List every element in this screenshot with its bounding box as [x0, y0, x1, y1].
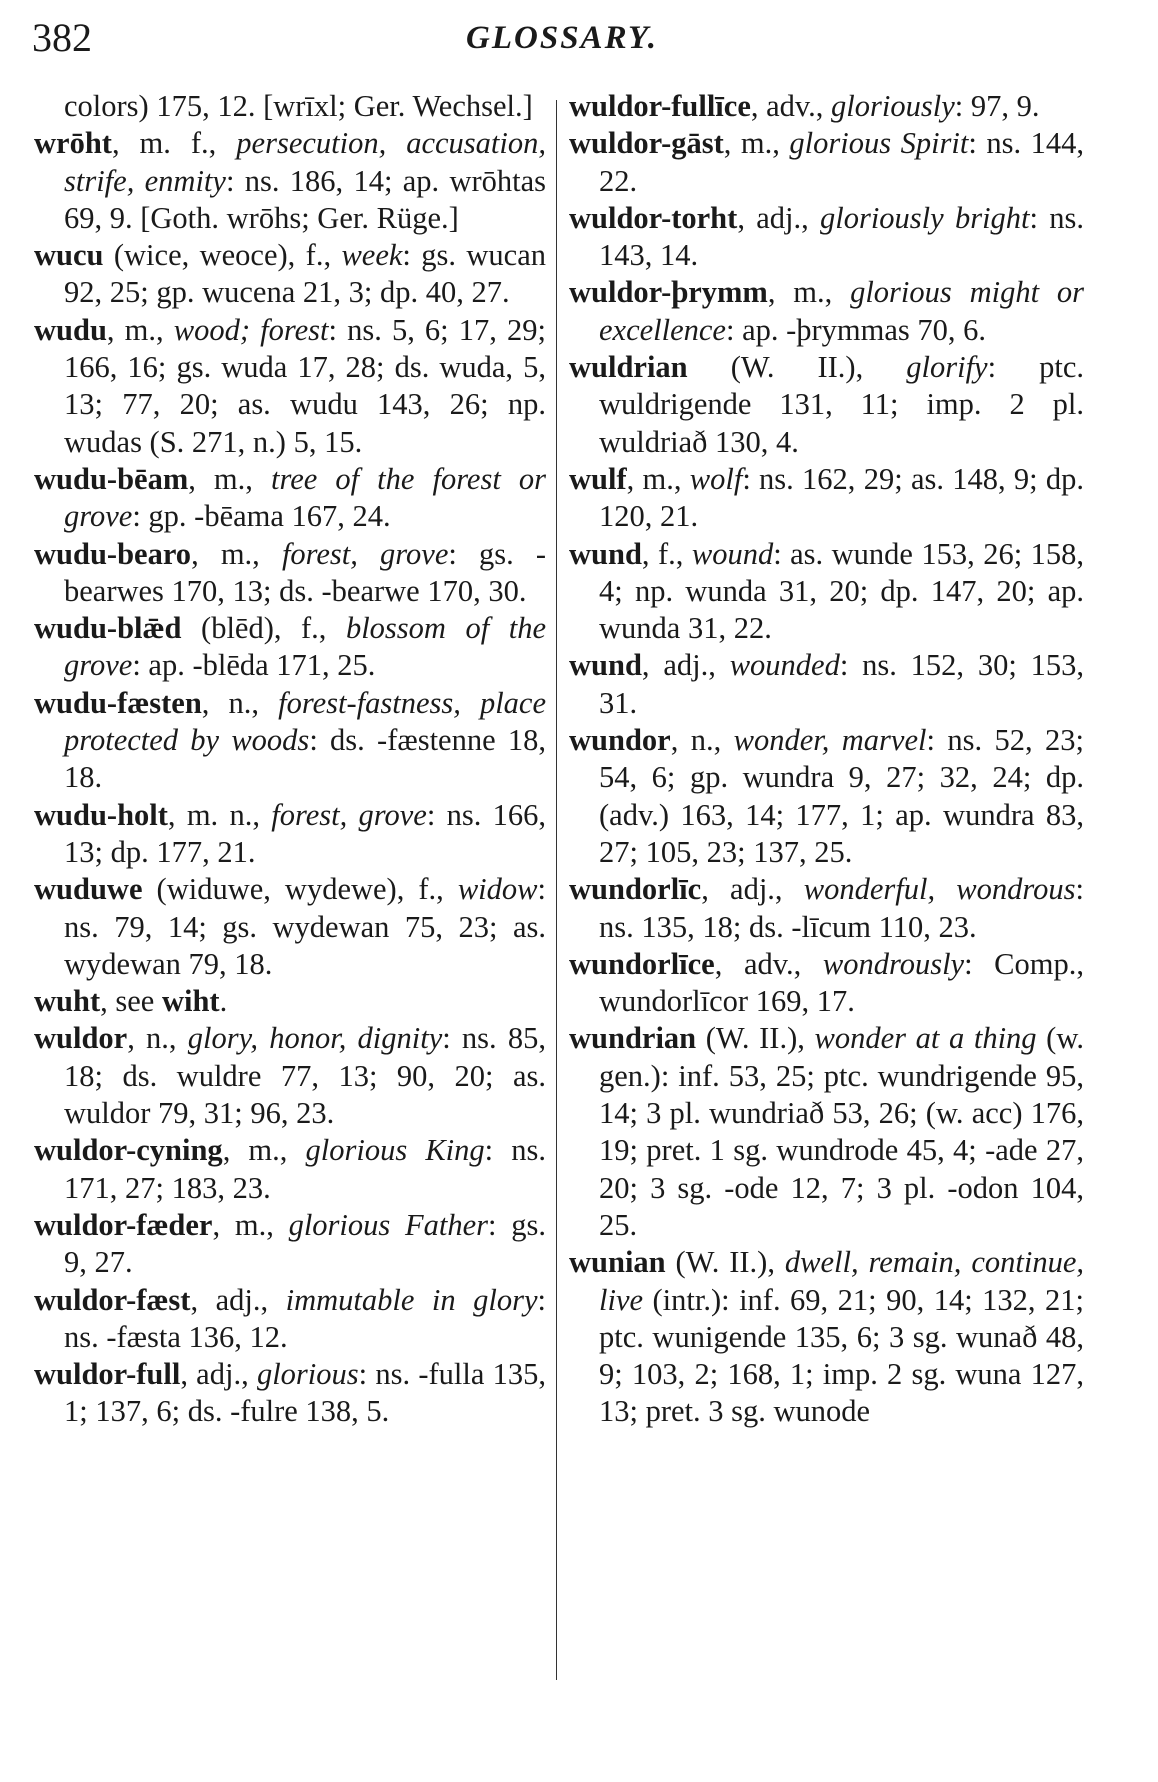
entry-text: , m.,: [212, 1207, 289, 1242]
entry-text: , m.,: [191, 536, 282, 571]
glossary-entry: [34, 1132, 546, 1207]
entry-text: (W. II.),: [687, 350, 907, 385]
definition: gloriously: [831, 89, 955, 123]
headword: wund: [569, 648, 642, 683]
glossary-entry: [34, 125, 546, 237]
glossary-entry: [569, 274, 1084, 349]
entry-text: , adv.,: [714, 946, 823, 981]
definition: wolf: [689, 461, 743, 496]
entry-text: : gs. wucan 92, 25; gp. wucena 21, 3; dp. 40, 27.: [64, 238, 546, 310]
entry-text: , see: [100, 984, 162, 1019]
entry-text: : ns. 5, 6; 17, 29; 166, 16; gs. wuda 17, 28; ds. wuda, 5, 13; 77, 20; as. wudu 143, 26; np. wudas (S. 271, n.) 5, 15.: [64, 312, 546, 459]
glossary-entry: [34, 461, 546, 536]
headword: wuldor-cyning: [34, 1133, 223, 1168]
glossary-entry: [569, 125, 1084, 200]
definition: forest, grove: [271, 797, 427, 832]
glossary-entry: [569, 349, 1084, 461]
definition: persecution, accusation, strife, enmity: [64, 126, 546, 198]
headword: wudu-holt: [34, 797, 168, 832]
entry-text: : ns. -fulla 135, 1; 137, 6; ds. -fulre 138, 5.: [64, 1357, 546, 1429]
definition: widow: [457, 872, 538, 907]
entry-text: : ap. -blēda 171, 25.: [132, 648, 376, 683]
glossary-entry: [34, 797, 546, 872]
entry-text: : ns. 85, 18; ds. wuldre 77, 13; 90, 20; as. wuldor 79, 31; 96, 23.: [64, 1021, 546, 1131]
running-title: GLOSSARY.: [466, 20, 658, 56]
entry-text: , m. f.,: [111, 126, 237, 161]
definition: week: [341, 238, 403, 273]
definition: glorious King: [305, 1133, 485, 1168]
right-column: [569, 88, 1084, 1431]
headword: wudu-bearo: [34, 536, 192, 571]
definition: glorious might or excellence: [599, 275, 1084, 347]
glossary-entry: [569, 722, 1084, 871]
entry-text: , m.,: [767, 275, 851, 310]
entry-text: (wice, weoce), f.,: [103, 238, 342, 273]
entry-text: (w. gen.): inf. 53, 25; ptc. wundrigende 95, 14; 3 pl. wundriað 53, 26; (w. acc) 176, 19; pret. 1 sg. wundrode 45, 4; -ade 27, 20; 3 sg. -ode 12, 7; 3 pl. -odon 104, 25.: [599, 1021, 1084, 1242]
headword: wuldor-fæder: [34, 1207, 213, 1242]
definition: immutable in glory: [285, 1282, 538, 1317]
entry-text: , adj.,: [180, 1357, 257, 1392]
headword: wunian: [569, 1245, 666, 1280]
glossary-entry: [34, 1356, 546, 1431]
entry-text: : ns. 135, 18; ds. -līcum 110, 23.: [599, 872, 1084, 944]
entry-text: : gp. -bēama 167, 24.: [132, 499, 391, 534]
definition: blossom of the grove: [64, 611, 546, 683]
glossary-entry: [34, 536, 546, 611]
definition: wood; forest: [173, 312, 329, 347]
headword: wund: [569, 536, 642, 571]
headword: wucu: [34, 238, 104, 273]
entry-text: : ns. 79, 14; gs. wydewan 75, 23; as. wydewan 79, 18.: [64, 872, 546, 981]
definition: wondrously: [822, 946, 965, 981]
headword: wundor: [569, 723, 671, 758]
entry-text: : ns. 52, 23; 54, 6; gp. wundra 9, 27; 32, 24; dp. (adv.) 163, 14; 177, 1; ap. wundra 83, 27; 105, 23; 137, 25.: [599, 723, 1084, 869]
entry-text: : ptc. wuldrigende 131, 11; imp. 2 pl. wuldriað 130, 4.: [599, 350, 1084, 459]
headword: wuduwe: [34, 872, 143, 907]
definition: wonder at a thing: [814, 1021, 1037, 1056]
definition: wonder, marvel: [733, 723, 927, 758]
glossary-entry: [569, 1244, 1084, 1430]
definition: glorify: [906, 350, 988, 385]
page-header: [32, 14, 1092, 74]
entry-text: colors) 175, 12. [wrīxl; Ger. Wechsel.]: [64, 89, 533, 123]
entry-text: , m.,: [222, 1133, 306, 1168]
entry-text: : ds. -fæstenne 18, 18.: [64, 723, 546, 795]
definition: glory, honor, dignity: [187, 1021, 443, 1056]
headword: wuldor-gāst: [569, 126, 724, 161]
entry-text: : ns. 143, 14.: [599, 200, 1084, 273]
headword: wudu-bēam: [34, 461, 189, 496]
entry-text: , f.,: [641, 536, 692, 571]
headword: wuldor-torht: [569, 200, 738, 235]
entry-text: , m. n.,: [167, 797, 272, 832]
glossary-entry: [569, 1020, 1084, 1244]
headword: wuht: [34, 984, 101, 1019]
headword: wuldor-fullīce: [569, 89, 751, 123]
definition: wonderful, wondrous: [803, 872, 1076, 907]
definition: tree of the forest or grove: [64, 461, 546, 534]
entry-text: , adj.,: [641, 648, 730, 683]
entry-text: : ns. 186, 14; ap. wrōhtas 69, 9. [Goth. wrōhs; Ger. Rüge.]: [64, 163, 547, 235]
headword: wuldor-full: [34, 1357, 181, 1392]
entry-text: : gs. -bearwes 170, 13; ds. -bearwe 170, 30.: [64, 536, 547, 608]
headword: wundorlīc: [569, 872, 702, 907]
entry-text: : ap. -þrymmas 70, 6.: [725, 312, 987, 347]
entry-text: , n.,: [201, 685, 279, 720]
glossary-entry: [569, 647, 1084, 722]
column-divider: [556, 100, 557, 1680]
headword: wuldor-þrymm: [569, 275, 768, 310]
headword: wundorlīce: [569, 946, 715, 981]
entry-text: , adj.,: [190, 1282, 286, 1317]
headword: wudu: [34, 312, 107, 347]
entry-text: , n.,: [670, 723, 734, 758]
headword: wuldrian: [569, 350, 688, 385]
glossary-entry: [34, 1020, 546, 1132]
definition: forest, grove: [281, 536, 449, 571]
definition: dwell, remain, continue, live: [599, 1245, 1084, 1317]
headword: wuldor: [34, 1021, 128, 1056]
definition: wound: [691, 536, 774, 571]
headword: wulf: [569, 461, 627, 496]
entry-text: .: [219, 984, 228, 1019]
entry-text: : ns. -fæsta 136, 12.: [64, 1282, 546, 1354]
definition: wounded: [729, 648, 840, 683]
definition: glorious Father: [288, 1207, 489, 1242]
entry-text: : ns. 152, 30; 153, 31.: [599, 648, 1084, 720]
glossary-entry: [569, 536, 1084, 648]
glossary-entry: [34, 610, 546, 685]
glossary-entry: [569, 871, 1084, 946]
entry-text: , m.,: [106, 312, 174, 347]
entry-text: (blēd), f.,: [181, 611, 346, 646]
glossary-entry-continuation: [34, 88, 546, 125]
definition: glorious: [256, 1357, 359, 1392]
entry-text: , m.,: [626, 461, 690, 496]
entry-text: (widuwe, wydewe), f.,: [142, 872, 458, 907]
glossary-entry: [34, 1282, 546, 1357]
definition: glorious Spirit: [789, 126, 969, 161]
entry-text: : Comp., wundorlīcor 169, 17.: [599, 946, 1084, 1019]
entry-text: : ns. 144, 22.: [599, 126, 1085, 198]
entry-text: , adj.,: [701, 872, 804, 907]
glossary-entry: [34, 1207, 546, 1282]
entry-text: , adv.,: [750, 89, 832, 123]
page-number: 382: [32, 15, 92, 60]
definition: gloriously bright: [819, 200, 1030, 235]
entry-text: : ns. 162, 29; as. 148, 9; dp. 120, 21.: [599, 461, 1084, 534]
glossary-entry: [569, 88, 1084, 125]
glossary-entry: [34, 983, 546, 1020]
entry-text: : ns. 171, 27; 183, 23.: [64, 1133, 546, 1205]
glossary-entry: [569, 946, 1084, 1021]
entry-text: , m.,: [723, 126, 790, 161]
entry-text: , m.,: [188, 461, 271, 496]
glossary-entry: [34, 685, 546, 797]
glossary-entry: [34, 871, 546, 983]
headword: wuldor-fæst: [34, 1282, 191, 1317]
headword: wudu-fæsten: [34, 685, 202, 720]
entry-text: : as. wunde 153, 26; 158, 4; np. wunda 31, 20; dp. 147, 20; ap. wunda 31, 22.: [599, 536, 1084, 646]
glossary-entry: [34, 237, 546, 312]
left-column: [34, 88, 546, 1431]
definition: forest-fastness, place protected by woods: [64, 685, 546, 758]
glossary-entry: [569, 200, 1084, 275]
entry-text: (W. II.),: [696, 1021, 815, 1056]
headword: wiht: [161, 984, 220, 1019]
entry-text: (W. II.),: [665, 1245, 785, 1280]
glossary-entry: [34, 312, 546, 461]
headword: wudu-blǣd: [34, 611, 182, 646]
headword: wrōht: [34, 126, 112, 161]
entry-text: : ns. 166, 13; dp. 177, 21.: [64, 797, 547, 869]
entry-text: , n.,: [127, 1021, 188, 1056]
entry-text: : 97, 9.: [954, 89, 1040, 123]
entry-text: , adj.,: [737, 200, 820, 235]
headword: wundrian: [569, 1021, 697, 1056]
glossary-entry: [569, 461, 1084, 536]
entry-text: : gs. 9, 27.: [64, 1207, 546, 1280]
entry-text: (intr.): inf. 69, 21; 90, 14; 132, 21; ptc. wunigende 135, 6; 3 sg. wunað 48, 9; 103, 2; 168, 1; imp. 2 sg. wuna 127, 13; pret. 3 sg. wunode: [599, 1282, 1084, 1429]
